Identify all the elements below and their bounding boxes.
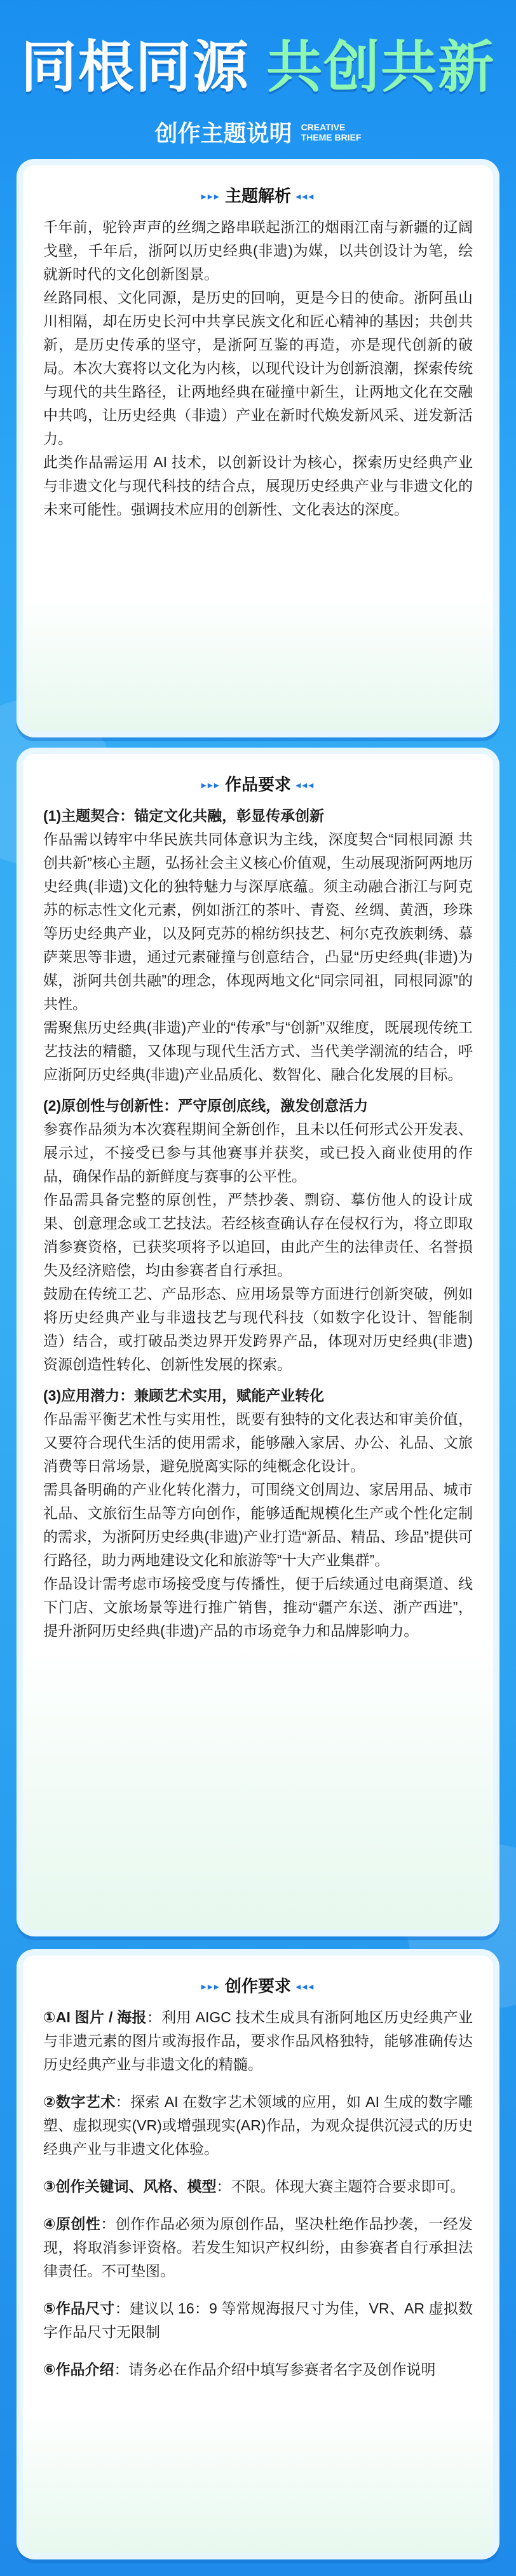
- paragraph: 鼓励在传统工艺、产品形态、应用场景等方面进行创新突破，例如将历史经典产业与非遗技艺与现代科技（如数字化设计、智能制造）结合，或打破品类边界开发跨界产品，体现对历史经典(非遗)资源创造性转化、创新性发展的探索。: [43, 1285, 473, 1373]
- paragraph: 此类作品需运用 AI 技术，以创新设计为核心，探索历史经典产业与非遗文化与现代科技的结合点，展现历史经典产业与非遗文化的未来可能性。强调技术应用的创新性、文化表达的深度。: [43, 454, 473, 517]
- requirement-item: [43, 2358, 473, 2381]
- requirement-label: ⑤作品尺寸: [43, 2300, 115, 2317]
- requirement-item: [43, 2006, 473, 2076]
- paragraph: 丝路同根、文化同源，是历史的回响，更是今日的使命。浙阿虽山川相隔，却在历史长河中共享民族文化和匠心精神的基因；共创共新，是历史传承的坚守，是浙阿互鉴的再造，亦是现代创新的破局。本次大赛将以文化为内核，以现代设计为创新浪潮，探索传统与现代的共生路径，让两地经典在碰撞中新生，让两地文化在交融中共鸣，让历史经典（非遗）产业在新时代焕发新风采、迸发新活力。: [43, 289, 473, 447]
- subtitle-en: [301, 122, 362, 142]
- arrow-left-icon: ◂◂◂: [295, 1982, 315, 1992]
- subtitle-en-line1: CREATIVE: [301, 121, 346, 132]
- requirement-label: ①AI 图片 / 海报: [43, 2009, 147, 2025]
- card-title-text: 主题解析: [224, 186, 291, 205]
- main-title: [0, 23, 516, 103]
- subtitle-row: [0, 116, 516, 148]
- requirement-text: ：创作作品必须为原创作品，坚决杜绝作品抄袭，一经发现，将取消参评资格。若发生知识产权纠纷，由参赛者自行承担法律责任。不可垫图。: [43, 2216, 473, 2279]
- paragraph: 需具备明确的产业化转化潜力，可围绕文创周边、家居用品、城市礼品、文旅衍生品等方向创作，能够适配规模化生产或个性化定制的需求，为浙阿历史经典(非遗)产业打造“新品、精品、珍品”提供可行路径，助力两地建设文化和旅游等“十大产业集群”。: [43, 1481, 473, 1568]
- paragraph: 需聚焦历史经典(非遗)产业的“传承”与“创新”双维度，既展现传统工艺技法的精髓，又体现与现代生活方式、当代美学潮流的结合，呼应浙阿历史经典(非遗)产业品质化、数智化、融合化发展的目标。: [43, 1019, 473, 1083]
- paragraph: 作品需以铸牢中华民族共同体意识为主线，深度契合“同根同源 共创共新”核心主题，弘扬社会主义核心价值观，生动展现浙阿两地历史经典(非遗)文化的独特魅力与深厚底蕴。须主动融合浙江与阿克苏的标志性文化元素，例如浙江的茶叶、青瓷、丝绸、黄酒，珍珠等历史经典产业，以及阿克苏的棉纺织技艺、柯尔克孜族刺绣、慕萨莱思等非遗，通过元素碰撞与创意结合，凸显“历史经典(非遗)为媒，浙阿共创共融”的理念，体现两地文化“同宗同祖，同根同源”的共性。: [43, 831, 473, 1012]
- arrow-right-icon: ▸▸▸: [201, 780, 221, 791]
- paragraph: 作品需具备完整的原创性，严禁抄袭、剽窃、摹仿他人的设计成果、创意理念或工艺技法。若经核查确认存在侵权行为，将立即取消参赛资格，已获奖项将予以追回，由此产生的法律责任、名誉损失及经济赔偿，均由参赛者自行承担。: [43, 1191, 473, 1278]
- requirement-item: [43, 2212, 473, 2283]
- requirement-label: ④原创性: [43, 2216, 101, 2232]
- requirement-label: ③创作关键词、风格、模型: [43, 2178, 217, 2195]
- paragraph: 作品需平衡艺术性与实用性，既要有独特的文化表达和审美价值，又要符合现代生活的使用需求，能够融入家居、办公、礼品、文旅消费等日常场景，避免脱离实际的纯概念化设计。: [43, 1411, 473, 1474]
- requirement-item: [43, 2175, 473, 2198]
- arrow-left-icon: ◂◂◂: [295, 780, 315, 791]
- header: [0, 0, 516, 146]
- requirement-item: [43, 2090, 473, 2161]
- subtitle-en-line2: THEME BRIEF: [301, 132, 362, 142]
- main-title-part2: 共创共新: [266, 36, 496, 99]
- requirement-text: ：探索 AI 在数字艺术领域的应用，如 AI 生成的数字雕塑、虚拟现实(VR)或增强现实(AR)作品，为观众提供沉浸式的历史经典产业与非遗文化体验。: [43, 2093, 473, 2157]
- paragraph: 作品设计需考虑市场接受度与传播性，便于后续通过电商渠道、线下门店、文旅场景等进行推广销售，推动“疆产东送、浙产西进”，提升浙阿历史经典(非遗)产品的市场竞争力和品牌影响力。: [43, 1575, 473, 1639]
- requirement-item: [43, 2297, 473, 2344]
- requirement-label: ②数字艺术: [43, 2093, 116, 2110]
- creation-requirements-card: [17, 1949, 499, 2559]
- subtitle: 创作主题说明: [154, 120, 292, 146]
- requirement-text: ：请务必在作品介绍中填写参赛者名字及创作说明: [114, 2361, 436, 2378]
- requirement-label: ⑥作品介绍: [43, 2361, 114, 2378]
- arrow-right-icon: ▸▸▸: [201, 191, 221, 202]
- arrow-right-icon: ▸▸▸: [201, 1982, 221, 1992]
- card-title: [43, 1973, 473, 1997]
- subsection-heading: (3)应用潜力：兼顾艺术实用，赋能产业转化: [43, 1387, 325, 1404]
- subsection-heading: (2)原创性与创新性：严守原创底线，激发创意活力: [43, 1097, 369, 1114]
- requirement-text: ：利用 AIGC 技术生成具有浙阿地区历史经典产业与非遗元素的图片或海报作品，要求作品风格独特，能够准确传达历史经典产业与非遗文化的精髓。: [43, 2009, 473, 2072]
- card-title-text: 创作要求: [224, 1977, 291, 1996]
- main-title-part1: 同根同源: [20, 36, 267, 99]
- theme-analysis-card: [17, 159, 499, 737]
- arrow-left-icon: ◂◂◂: [295, 191, 315, 202]
- subsection-heading: (1)主题契合：锚定文化共融，彰显传承创新: [43, 807, 325, 824]
- requirement-text: ：建议以 16：9 等常规海报尺寸为佳，VR、AR 虚拟数字作品尺寸无限制: [43, 2300, 473, 2340]
- card-title-text: 作品要求: [224, 775, 291, 794]
- paragraph: 参赛作品须为本次赛程期间全新创作，且未以任何形式公开发表、展示过，不接受已参与其他赛事并获奖，或已投入商业使用的作品，确保作品的新鲜度与赛事的公平性。: [43, 1121, 473, 1184]
- paragraph: 千年前，驼铃声声的丝绸之路串联起浙江的烟雨江南与新疆的辽阔戈壁，千年后，浙阿以历史经典(非遗)为媒，以共创设计为笔，绘就新时代的文化创新图景。: [43, 219, 473, 282]
- work-requirements-card: [17, 748, 499, 1936]
- requirement-text: ：不限。体现大赛主题符合要求即可。: [216, 2178, 465, 2195]
- card-title: [43, 183, 473, 207]
- card-title: [43, 772, 473, 795]
